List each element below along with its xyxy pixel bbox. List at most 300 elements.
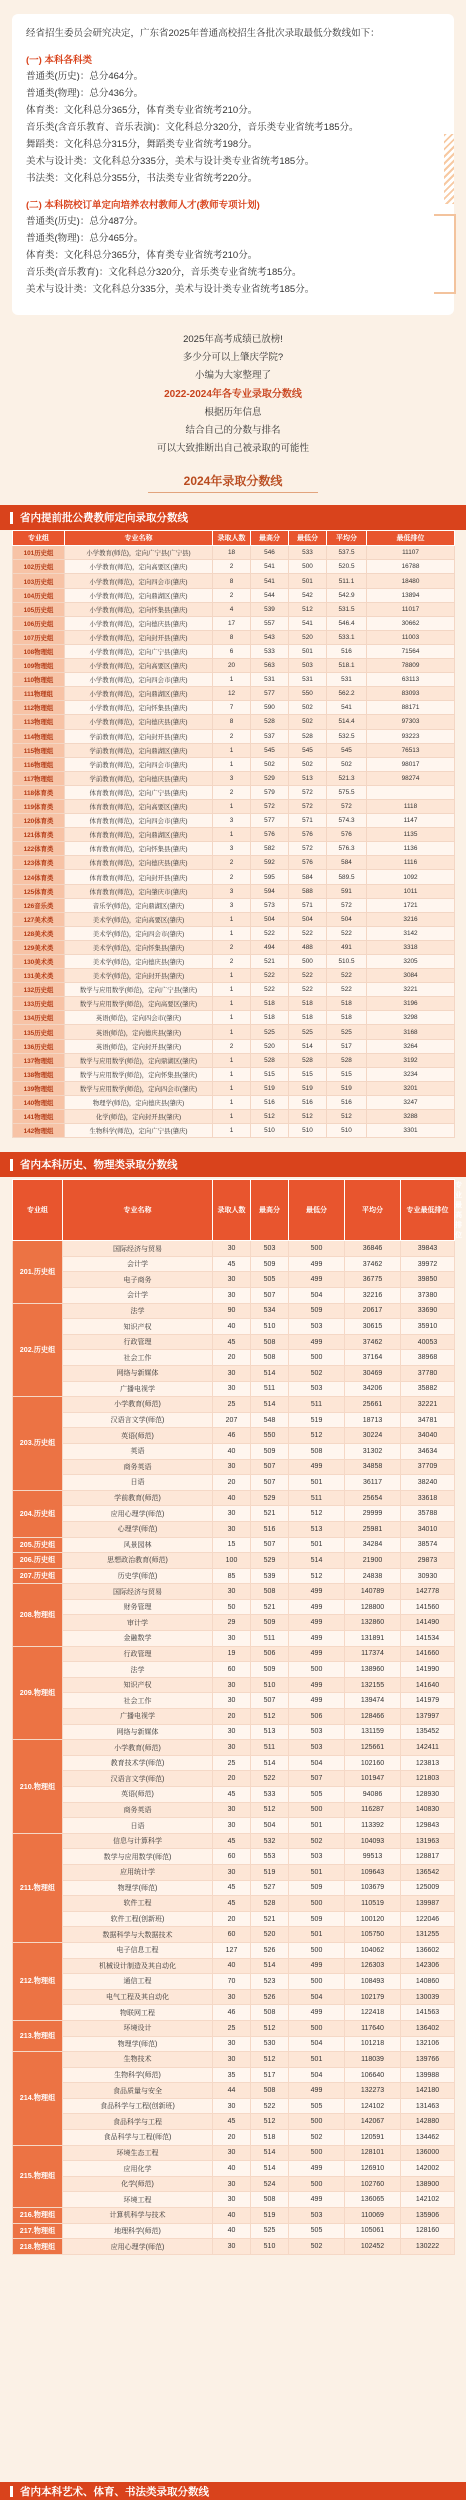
table-cell: 573: [251, 898, 289, 912]
table-cell: 1: [213, 983, 251, 997]
table-cell: 531.5: [327, 602, 367, 616]
table-cell: 37709: [401, 1459, 455, 1475]
table-cell: 136402: [401, 2020, 455, 2036]
table-cell: 508: [251, 1334, 289, 1350]
group-code-cell: 131美术类: [13, 969, 65, 983]
table-cell: 584: [289, 870, 327, 884]
table-cell: 527: [251, 1880, 289, 1896]
table-row: [13, 969, 455, 983]
table-cell: 3142: [367, 926, 455, 940]
table-cell: 522: [251, 1771, 289, 1787]
table-cell: 40: [213, 2223, 251, 2239]
table-cell: 1: [213, 799, 251, 813]
table-cell: 24838: [345, 1568, 401, 1584]
table-cell: 60: [213, 1662, 251, 1678]
group-code-cell: 122体育类: [13, 842, 65, 856]
column-header: 最高分: [251, 1180, 289, 1241]
table-cell: 500: [289, 1974, 345, 1990]
table-cell: 20617: [345, 1303, 401, 1319]
table-cell: 500: [289, 2145, 345, 2161]
table-cell: 510.5: [327, 955, 367, 969]
table-cell: 522: [289, 926, 327, 940]
table-cell: 528: [289, 1053, 327, 1067]
table-cell: 502: [327, 757, 367, 771]
table-cell: 518.1: [327, 659, 367, 673]
major-name-cell: 环境生态工程: [63, 2145, 213, 2161]
table-cell: 20: [213, 1911, 251, 1927]
table-cell: 528: [251, 715, 289, 729]
table-cell: 546: [251, 546, 289, 560]
table-cell: 529: [251, 771, 289, 785]
table-cell: 528: [251, 1896, 289, 1912]
notice-rule: 体育类：文化科总分365分，体育类专业省统考210分。: [26, 250, 258, 262]
table-row: [13, 1958, 455, 1974]
table-cell: 18: [213, 546, 251, 560]
table-cell: 519: [251, 1081, 289, 1095]
promo-line: 2025年高考成绩已放榜!: [183, 334, 283, 346]
table-cell: 33690: [401, 1303, 455, 1319]
group-code-cell: 118体育类: [13, 785, 65, 799]
major-name-cell: 地理科学(师范): [63, 2223, 213, 2239]
promo-line: 根据历年信息: [204, 407, 262, 419]
table-cell: 529: [251, 1490, 289, 1506]
table-row: [13, 1319, 455, 1335]
table-row: [13, 588, 455, 602]
notice-rule: 美术与设计类：文化科总分335分，美术与设计类专业省统考185分。: [26, 155, 315, 167]
table-cell: 120591: [345, 2130, 401, 2146]
table-cell: 体育教育(师范)，定向德庆县(肇庆): [65, 856, 213, 870]
table-cell: 138900: [401, 2176, 455, 2192]
group-code-cell: 115物理组: [13, 743, 65, 757]
major-name-cell: 思想政治教育(师范): [63, 1553, 213, 1569]
table-cell: 572: [251, 799, 289, 813]
table-row: [13, 1584, 455, 1600]
table-cell: 130222: [401, 2239, 455, 2255]
major-name-cell: 应用统计学: [63, 1864, 213, 1880]
table-cell: 523: [251, 1974, 289, 1990]
table-cell: 1: [213, 1025, 251, 1039]
table-cell: 数学与应用数学(师范)，定向四会市(肇庆): [65, 1081, 213, 1095]
table-cell: 521: [251, 955, 289, 969]
table-cell: 30: [213, 1989, 251, 2005]
table-cell: 25: [213, 1397, 251, 1413]
table-cell: 45: [213, 1334, 251, 1350]
table-cell: 141660: [401, 1646, 455, 1662]
table-row: [13, 1693, 455, 1709]
table-cell: 499: [289, 1584, 345, 1600]
table-cell: 8: [213, 574, 251, 588]
table-cell: 575.5: [327, 785, 367, 799]
group-code-cell: 209.物理组: [13, 1646, 63, 1740]
table-cell: 577: [251, 814, 289, 828]
column-header: 专业名称: [65, 531, 213, 546]
table-cell: 500: [289, 1802, 345, 1818]
major-name-cell: 英语: [63, 1443, 213, 1459]
table-cell: 学前教育(师范)，定向鼎湖区(肇庆): [65, 743, 213, 757]
table-cell: 30: [213, 2239, 251, 2255]
major-name-cell: 英语(师范): [63, 1428, 213, 1444]
table-row: [13, 1365, 455, 1381]
table-cell: 30: [213, 2036, 251, 2052]
table-row: [13, 2223, 455, 2239]
table-cell: 532: [251, 1833, 289, 1849]
table-cell: 137997: [401, 1709, 455, 1725]
group-code-cell: 206.历史组: [13, 1553, 63, 1569]
group-code-cell: 104历史组: [13, 588, 65, 602]
table-cell: 139766: [401, 2052, 455, 2068]
table-cell: 30: [213, 1459, 251, 1475]
table-cell: 511.1: [327, 574, 367, 588]
table-cell: 503: [289, 659, 327, 673]
table-cell: 521: [251, 1599, 289, 1615]
table-row: [13, 1428, 455, 1444]
table-cell: 3205: [367, 955, 455, 969]
table-cell: 2: [213, 940, 251, 954]
table-cell: 数学与应用数学(师范)，定向广宁县(肇庆): [65, 983, 213, 997]
group-code-cell: 217.物理组: [13, 2223, 63, 2239]
group-code-cell: 137物理组: [13, 1053, 65, 1067]
table-cell: 131963: [401, 1833, 455, 1849]
table-cell: 体育教育(师范)，定向四会市(肇庆): [65, 814, 213, 828]
table-cell: 2: [213, 1039, 251, 1053]
table-cell: 522: [251, 983, 289, 997]
major-name-cell: 信息与计算科学: [63, 1833, 213, 1849]
table-cell: 63113: [367, 673, 455, 687]
table-row: [13, 1081, 455, 1095]
table-cell: 体育教育(师范)，定向广宁县(肇庆): [65, 785, 213, 799]
group-code-cell: 127美术类: [13, 912, 65, 926]
table-cell: 30: [213, 1506, 251, 1522]
table-cell: 33618: [401, 1490, 455, 1506]
group-code-cell: 128美术类: [13, 926, 65, 940]
table-cell: 35788: [401, 1506, 455, 1522]
table-cell: 506: [289, 1709, 345, 1725]
table-cell: 139987: [401, 1896, 455, 1912]
table-cell: 505: [289, 2098, 345, 2114]
section-header-main: [0, 1152, 466, 1177]
table-cell: 139474: [345, 1693, 401, 1709]
table-row: [13, 1067, 455, 1081]
major-name-cell: 国际经济与贸易: [63, 1584, 213, 1600]
table-cell: 118039: [345, 2052, 401, 2068]
group-code-cell: 142物理组: [13, 1124, 65, 1138]
table-cell: 499: [289, 1459, 345, 1475]
table-row: [13, 1053, 455, 1067]
table-cell: 103679: [345, 1880, 401, 1896]
major-name-cell: 网络与新媒体: [63, 1724, 213, 1740]
table-cell: 553: [251, 1849, 289, 1865]
group-code-cell: 134历史组: [13, 1011, 65, 1025]
major-name-cell: 金融数学: [63, 1631, 213, 1647]
table-cell: 20: [213, 1475, 251, 1491]
table-cell: 90: [213, 1303, 251, 1319]
table-row: [13, 1303, 455, 1319]
table-cell: 3168: [367, 1025, 455, 1039]
table-cell: 体育教育(师范)，定向封开县(肇庆): [65, 870, 213, 884]
group-code-cell: 119体育类: [13, 799, 65, 813]
table-cell: 128800: [345, 1599, 401, 1615]
table-cell: 514: [251, 1755, 289, 1771]
table-row: [13, 814, 455, 828]
group-code-cell: 216.物理组: [13, 2208, 63, 2224]
table-cell: 592: [251, 856, 289, 870]
table-cell: 105750: [345, 1927, 401, 1943]
table-cell: 512: [251, 2052, 289, 2068]
table-row: [13, 630, 455, 644]
table-cell: 503: [289, 1849, 345, 1865]
table-cell: 510: [251, 2239, 289, 2255]
major-name-cell: 环境设计: [63, 2020, 213, 2036]
table-row: [13, 659, 455, 673]
major-name-cell: 化学(师范): [63, 2176, 213, 2192]
table-row: [13, 560, 455, 574]
table-cell: 小学教育(师范)，定向鼎湖区(肇庆): [65, 588, 213, 602]
major-name-cell: 环境工程: [63, 2192, 213, 2208]
table-cell: 550: [289, 687, 327, 701]
table-row: [13, 1677, 455, 1693]
table-cell: 499: [289, 2192, 345, 2208]
table-cell: 3216: [367, 912, 455, 926]
table-cell: 522: [251, 969, 289, 983]
table-cell: 500: [289, 2176, 345, 2192]
table-cell: 525: [251, 1025, 289, 1039]
table-cell: 512: [327, 1110, 367, 1124]
major-name-cell: 汉语言文学(师范): [63, 1771, 213, 1787]
table-row: [13, 997, 455, 1011]
table-row: [13, 687, 455, 701]
major-name-cell: 汉语言文学(师范): [63, 1412, 213, 1428]
table-cell: 35: [213, 2067, 251, 2083]
table-cell: 503: [289, 1740, 345, 1756]
group-code-cell: 111物理组: [13, 687, 65, 701]
table-cell: 505: [289, 2223, 345, 2239]
table-cell: 11107: [367, 546, 455, 560]
table-cell: 3201: [367, 1081, 455, 1095]
group-code-cell: 121体育类: [13, 828, 65, 842]
table-row: [13, 870, 455, 884]
table-cell: 503: [289, 1319, 345, 1335]
major-name-cell: 广播电视学: [63, 1381, 213, 1397]
table-row: [13, 1537, 455, 1553]
table-cell: 574.3: [327, 814, 367, 828]
section-header-arts: [0, 2482, 466, 2500]
group-code-cell: 126音乐类: [13, 898, 65, 912]
group-code-cell: 203.历史组: [13, 1397, 63, 1491]
table-row: [13, 1490, 455, 1506]
table-cell: 小学教育(师范)，定向广宁县(广宁县): [65, 546, 213, 560]
table-cell: 117640: [345, 2020, 401, 2036]
table-cell: 美术学(师范)，定向封开县(肇庆): [65, 969, 213, 983]
table-cell: 1: [213, 1067, 251, 1081]
table-row: [13, 1662, 455, 1678]
table-cell: 体育教育(师范)，定向鼎湖区(肇庆): [65, 828, 213, 842]
table-cell: 32221: [401, 1397, 455, 1413]
table-cell: 88171: [367, 701, 455, 715]
table-cell: 1: [213, 1095, 251, 1109]
table-row: [13, 701, 455, 715]
table-cell: 533.1: [327, 630, 367, 644]
table-row: [13, 1288, 455, 1304]
table-cell: 136065: [345, 2192, 401, 2208]
table-row: [13, 1350, 455, 1366]
table-cell: 30: [213, 2176, 251, 2192]
table-row: [13, 1755, 455, 1771]
table-row: [13, 2239, 455, 2255]
table-cell: 537.5: [327, 546, 367, 560]
major-name-cell: 商务英语: [63, 1802, 213, 1818]
table-cell: 533: [251, 1787, 289, 1803]
table-row: [13, 1272, 455, 1288]
major-name-cell: 教育技术学(师范): [63, 1755, 213, 1771]
table-cell: 3221: [367, 983, 455, 997]
table-cell: 515: [289, 1067, 327, 1081]
table-row: [13, 926, 455, 940]
table-cell: 512: [251, 2114, 289, 2130]
table-row: [13, 2036, 455, 2052]
table-cell: 518: [327, 997, 367, 1011]
major-name-cell: 小学教育(师范): [63, 1740, 213, 1756]
table-cell: 502: [289, 1833, 345, 1849]
group-code-cell: 105历史组: [13, 602, 65, 616]
table-cell: 525: [327, 1025, 367, 1039]
table-cell: 30: [213, 1802, 251, 1818]
table-cell: 577: [251, 687, 289, 701]
table-cell: 37462: [345, 1334, 401, 1350]
table-cell: 508: [289, 1443, 345, 1459]
table-cell: 30: [213, 2192, 251, 2208]
table-row: [13, 1880, 455, 1896]
table-row: [13, 1646, 455, 1662]
table-cell: 557: [251, 616, 289, 630]
table-cell: 18480: [367, 574, 455, 588]
table-cell: 512: [289, 602, 327, 616]
major-name-cell: 行政管理: [63, 1334, 213, 1350]
group-code-cell: 112物理组: [13, 701, 65, 715]
table-cell: 小学教育(师范)，定向德庆县(肇庆): [65, 715, 213, 729]
table-cell: 504: [327, 912, 367, 926]
table-cell: 138960: [345, 1662, 401, 1678]
table-cell: 体育教育(师范)，定向肇庆市(肇庆): [65, 884, 213, 898]
table-cell: 576: [289, 828, 327, 842]
table-cell: 563: [251, 659, 289, 673]
table-cell: 518: [251, 997, 289, 1011]
group-code-cell: 210.物理组: [13, 1740, 63, 1834]
table-cell: 105061: [345, 2223, 401, 2239]
group-code-cell: 114物理组: [13, 729, 65, 743]
table-cell: 45: [213, 1256, 251, 1272]
notice-rule: 体育类：文化科总分365分，体育类专业省统考210分。: [26, 104, 258, 116]
table-cell: 生物科学(师范)，定向广宁县(肇庆): [65, 1124, 213, 1138]
table-cell: 70: [213, 1974, 251, 1990]
table-cell: 小学教育(师范)，定向德庆县(肇庆): [65, 616, 213, 630]
table-cell: 505: [251, 1272, 289, 1288]
table-row: [13, 1506, 455, 1522]
table-cell: 20: [213, 1709, 251, 1725]
table-row: [13, 2145, 455, 2161]
table-cell: 500: [289, 1350, 345, 1366]
table-cell: 英语(师范)，定向封开县(肇庆): [65, 1039, 213, 1053]
table-cell: 510: [289, 1124, 327, 1138]
group-code-cell: 136历史组: [13, 1039, 65, 1053]
table-cell: 511: [251, 1381, 289, 1397]
table-cell: 509: [251, 1662, 289, 1678]
notice-rule: 普通类(历史)：总分487分。: [26, 216, 144, 228]
major-name-cell: 日语: [63, 1475, 213, 1491]
table-cell: 504: [289, 1989, 345, 2005]
table-cell: 1: [213, 757, 251, 771]
table-cell: 520: [251, 1039, 289, 1053]
group-code-cell: 109物理组: [13, 659, 65, 673]
table-cell: 512: [251, 2020, 289, 2036]
major-name-cell: 物联网工程: [63, 2005, 213, 2021]
group-code-cell: 110物理组: [13, 673, 65, 687]
table-cell: 522: [327, 983, 367, 997]
column-header: 最低分: [289, 531, 327, 546]
major-name-cell: 审计学: [63, 1615, 213, 1631]
table-cell: 3247: [367, 1095, 455, 1109]
table-cell: 511: [289, 1397, 345, 1413]
table-row: [13, 1787, 455, 1803]
table-cell: 140789: [345, 1584, 401, 1600]
table-cell: 500: [289, 1662, 345, 1678]
table-cell: 507: [251, 1537, 289, 1553]
table-cell: 502: [289, 701, 327, 715]
table-cell: 512: [289, 1506, 345, 1522]
table-cell: 503: [251, 1241, 289, 1257]
table-row: [13, 1942, 455, 1958]
table-cell: 131891: [345, 1631, 401, 1647]
table-cell: 34040: [401, 1428, 455, 1444]
table-cell: 2: [213, 729, 251, 743]
table-cell: 500: [289, 1241, 345, 1257]
group-code-cell: 129美术类: [13, 940, 65, 954]
table-row: [13, 1740, 455, 1756]
major-name-cell: 数据科学与大数据技术: [63, 1927, 213, 1943]
table-cell: 499: [289, 1631, 345, 1647]
major-name-cell: 软件工程(创新班): [63, 1911, 213, 1927]
table-cell: 539: [251, 602, 289, 616]
table-header-row: 专业组 专业名称 录取人数 最高分 最低分 平均分 专业最低排位 专业最高排位: [13, 1180, 455, 1241]
group-code-cell: 101历史组: [13, 546, 65, 560]
table-cell: 520: [251, 1927, 289, 1943]
major-name-cell: 食品科学与工程(师范): [63, 2130, 213, 2146]
table-cell: 17: [213, 616, 251, 630]
table-cell: 102452: [345, 2239, 401, 2255]
table-cell: 519: [251, 1864, 289, 1880]
major-name-cell: 英语(师范): [63, 1787, 213, 1803]
notice-rule: 舞蹈类：文化科总分315分，舞蹈类专业省统考198分。: [26, 138, 258, 150]
table-cell: 521.3: [327, 771, 367, 785]
table-cell: 520: [289, 630, 327, 644]
table-cell: 508: [251, 2192, 289, 2208]
group-code-cell: 102历史组: [13, 560, 65, 574]
table-cell: 6: [213, 644, 251, 658]
table-cell: 522: [289, 969, 327, 983]
table-cell: 135452: [401, 1724, 455, 1740]
table-cell: 509: [251, 1615, 289, 1631]
table-cell: 46: [213, 2005, 251, 2021]
group-code-cell: 120体育类: [13, 814, 65, 828]
group-code-cell: 130美术类: [13, 955, 65, 969]
group-code-cell: 108物理组: [13, 644, 65, 658]
table-cell: 体育教育(师范)，定向高要区(肇庆): [65, 799, 213, 813]
table-row: [13, 673, 455, 687]
table-cell: 529: [251, 1553, 289, 1569]
table-cell: 30: [213, 2098, 251, 2114]
table-cell: 126910: [345, 2161, 401, 2177]
table-cell: 571: [289, 814, 327, 828]
major-name-cell: 物理学(师范): [63, 1880, 213, 1896]
